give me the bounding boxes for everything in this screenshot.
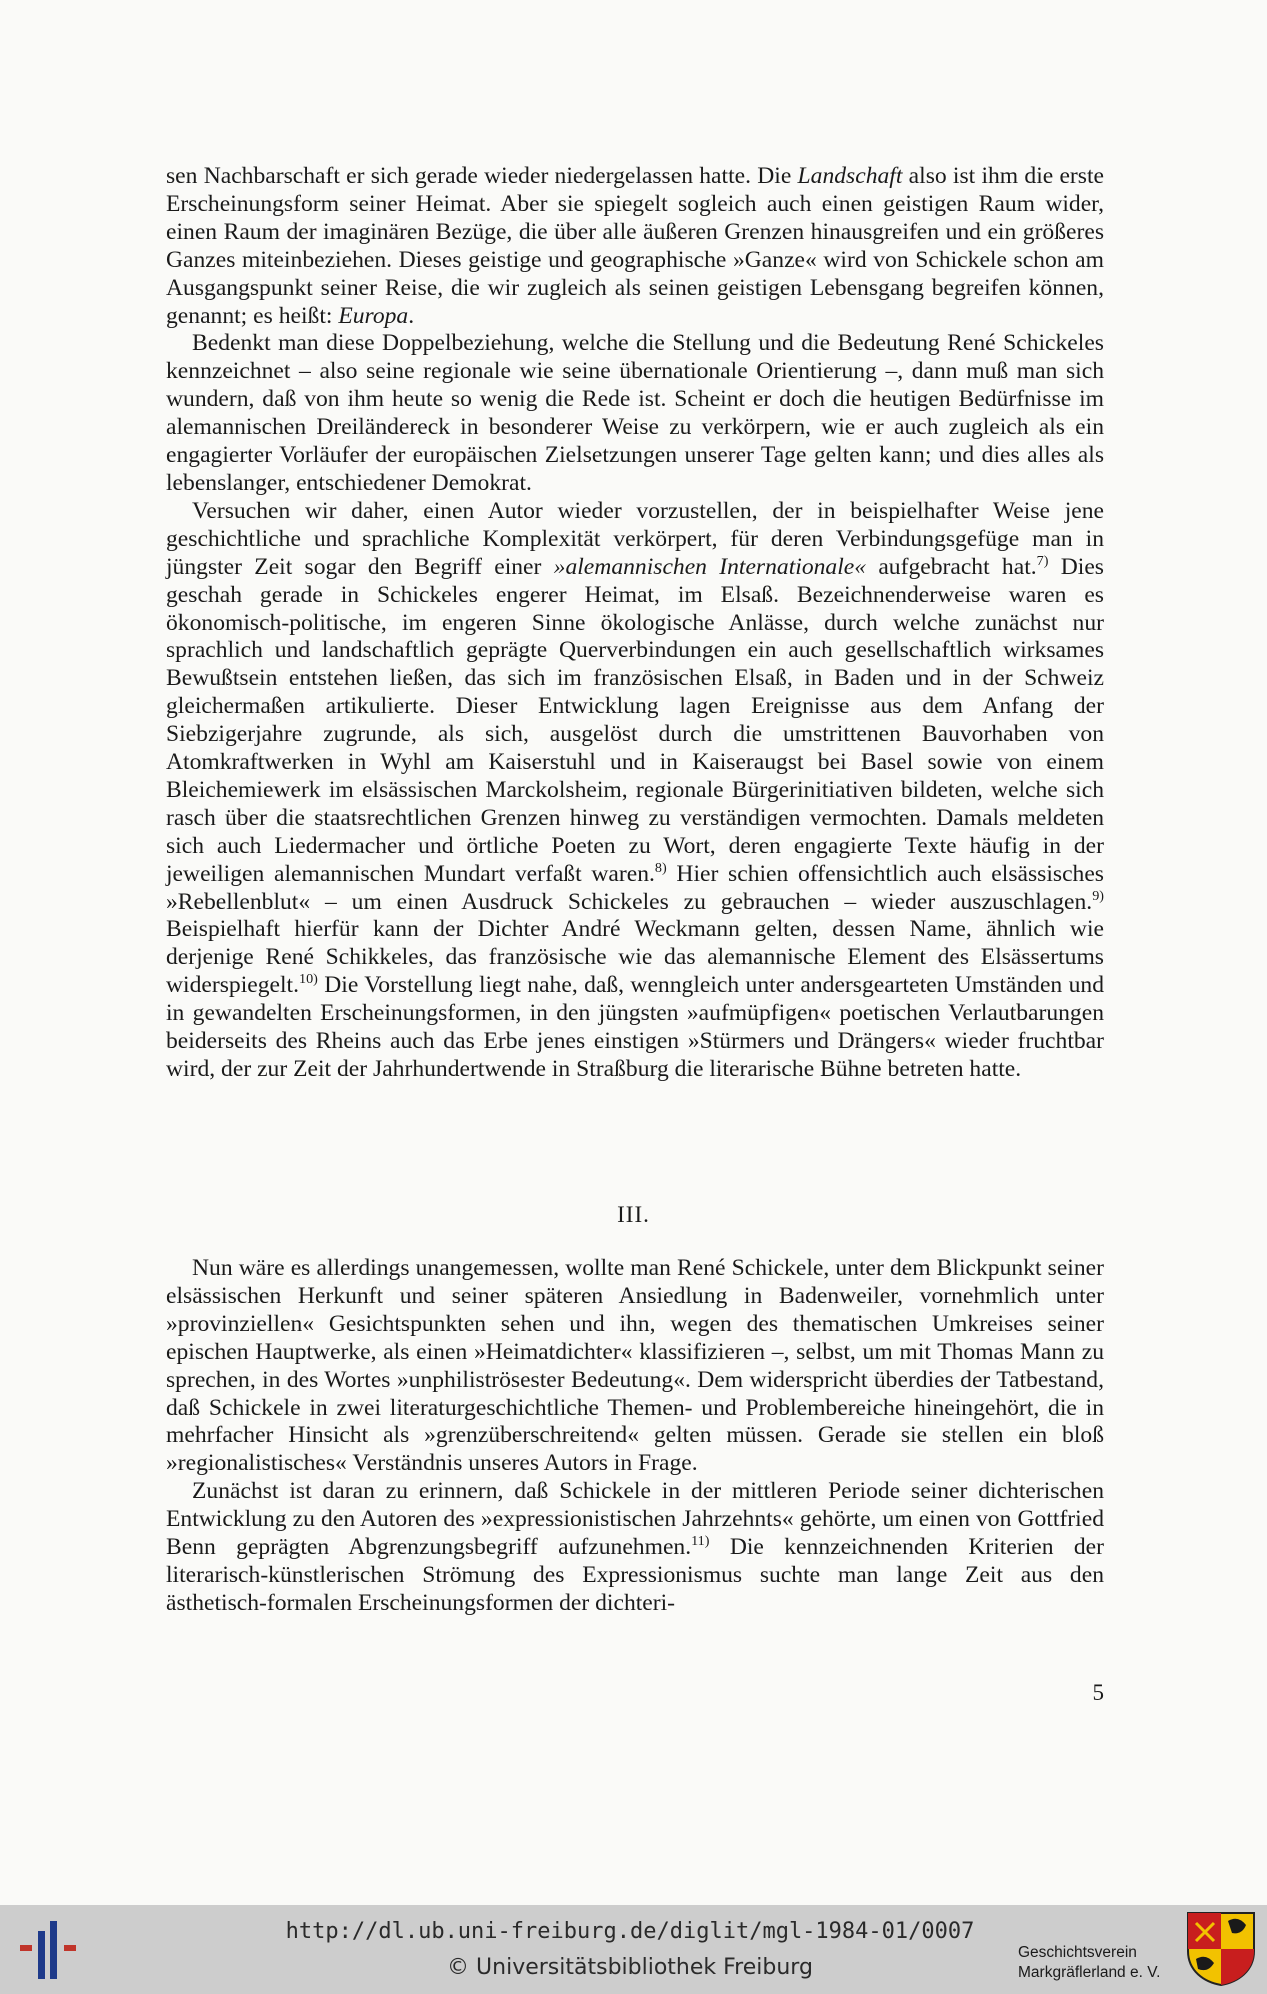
- paragraph: Zunächst ist daran zu erinnern, daß Schickele in der mittleren Periode seiner dichterischen Entwicklung zu den Autoren des »expressionistischen Jahrzehnts« gehörte, um einen von Gottfried Benn geprägten Abgrenzungsbegriff aufzunehmen.$^{11)}$ Die kennzeichnenden Kriterien der literarisch-künstlerischen Strömung des Expressionismus suchte man lange Zeit aus den ästhetisch-formalen Erscheinungsformen der dichteri-: [166, 1478, 1104, 1616]
- copyright-notice: © Universitätsbibliothek Freiburg: [447, 1955, 813, 1980]
- footnote-ref: 10): [299, 971, 318, 988]
- paragraph: Versuchen wir daher, einen Autor wieder vorzustellen, der in beispielhafter Weise jene geschichtliche und sprachliche Komplexität verkörpert, für deren Verbindungsgefüge man in jüngster Zeit sogar den Begriff einer »alemannischen Internationale« aufgebracht hat.$^{7)}$ Dies geschah gerade in Schickeles engerer Heimat, im Elsaß. Bezeichnenderweise waren es ökonomisch-politische, im engeren Sinne ökologische Anlässe, durch welche zunächst nur sprachlich und landschaftlich geprägte Querverbindungen ein auch gesellschaftlich wirksames Bewußtsein entstehen ließen, das sich im französischen Elsaß, in Baden und in der Schweiz gleichermaßen artikulierte. Dieser Entwicklung lagen Ereignisse aus dem Anfang der Siebzigerjahre zugrunde, als sich, ausgelöst durch die umstrittenen Bauvorhaben von Atomkraftwerken in Wyhl am Kaiserstuhl und in Kaiseraugst bei Basel sowie von einem Bleichemiewerk im elsässischen Marckolsheim, regionale Bürgerinitiativen bildeten, welche sich rasch über die staatsrechtlichen Grenzen hinweg zu verständigen vermochten. Damals meldeten sich auch Liedermacher und örtliche Poeten zu Wort, deren engagierte Texte häufig in der jeweiligen alemannischen Mundart verfaßt waren.$^{8)}$ Hier schien offensichtlich auch elsässisches »Rebellenblut« – um einen Ausdruck Schickeles zu gebrauchen – wieder auszuschlagen.$^{9)}$ Beispielhaft hierfür kann der Dichter André Weckmann gelten, dessen Name, ähnlich wie derjenige René Schikkeles, das französische wie das alemannische Element des Elsässertums widerspiegelt.$^{10)}$ Die Vorstellung liegt nahe, daß, wenngleich unter andersgearteten Umständen und in gewandelten Erscheinungsformen, in den jüngsten »aufmüpfigen« poetischen Verlautbarungen beiderseits des Rheins auch das Erbe jenes einstigen »Stürmers und Drängers« wieder fruchtbar wird, der zur Zeit der Jahrhundertwende in Straßburg die literarische Bühne betreten hatte.: [166, 497, 1104, 1082]
- body-text-lower: [166, 1255, 1104, 1618]
- society-name: Geschichtsverein Markgräflerland e. V.: [1018, 1944, 1161, 1981]
- paragraph: Nun wäre es allerdings unangemessen, wollte man René Schickele, unter dem Blickpunkt seiner elsässischen Herkunft und seiner späteren Ansiedlung in Badenweiler, vornehmlich unter »provinziellen« Gesichtspunkten sehen und ihn, wegen des thematischen Umkreises seiner epischen Hauptwerke, als einen »Heimatdichter« klassifizieren –, selbst, um mit Thomas Mann zu sprechen, in des Wortes »unphiliströsester Bedeutung«. Dem widerspricht überdies der Tatbestand, daß Schickele in zwei literaturgeschichtliche Themen- und Problembereiche hineingehört, die in mehrfacher Hinsicht als »grenzüberschreitend« gelten müssen. Gerade sie stellen ein bloß »regionalistisches« Verständnis unseres Autors in Frage.: [166, 1255, 1104, 1477]
- coat-of-arms-icon[interactable]: [1186, 1911, 1256, 1987]
- footnote-ref: 11): [691, 1533, 710, 1550]
- section-heading: III.: [617, 1202, 650, 1227]
- emphasis: Europa: [338, 302, 409, 329]
- permalink[interactable]: http://dl.ub.uni-freiburg.de/diglit/mgl-1984-01/0007: [285, 1919, 975, 1944]
- emphasis: Landschaft: [797, 163, 903, 189]
- footnote-ref: 8): [654, 859, 667, 876]
- emphasis: »alemannischen Internationale«: [553, 553, 867, 580]
- footer-bar: [0, 1905, 1267, 1994]
- body-text-upper: [166, 163, 1104, 1084]
- paragraph: sen Nachbarschaft er sich gerade wieder niedergelassen hatte. Die Landschaft also ist ihm die erste Erscheinungsform seiner Heimat. Aber sie spiegelt sogleich auch einen geistigen Raum wider, einen Raum der imaginären Bezüge, die über alle äußeren Grenzen hinausgreifen und ein größeres Ganzes miteinbeziehen. Dieses geistige und geographische »Ganze« wird von Schickele schon am Ausgangspunkt seiner Reise, die wir zugleich als seinen geistigen Lebensgang begreifen können, genannt; es heißt: Europa.: [166, 163, 1105, 329]
- paragraph: Bedenkt man diese Doppelbeziehung, welche die Stellung und die Bedeutung René Schickeles kennzeichnet – also seine regionale wie seine übernationale Orientierung –, dann muß man sich wundern, daß von ihm heute so wenig die Rede ist. Scheint er doch die heutigen Bedürfnisse im alemannischen Dreiländereck in besonderer Weise zu verkörpern, wie er auch zugleich als ein engagierter Vorläufer der europäischen Zielsetzungen unserer Tage gelten kann; und dies alles als lebenslanger, entschiedener Demokrat.: [166, 330, 1104, 496]
- page-number: 5: [1092, 1680, 1104, 1705]
- footnote-ref: 7): [1036, 552, 1049, 569]
- library-logo-icon[interactable]: [14, 1921, 80, 1981]
- footnote-ref: 9): [1092, 887, 1104, 904]
